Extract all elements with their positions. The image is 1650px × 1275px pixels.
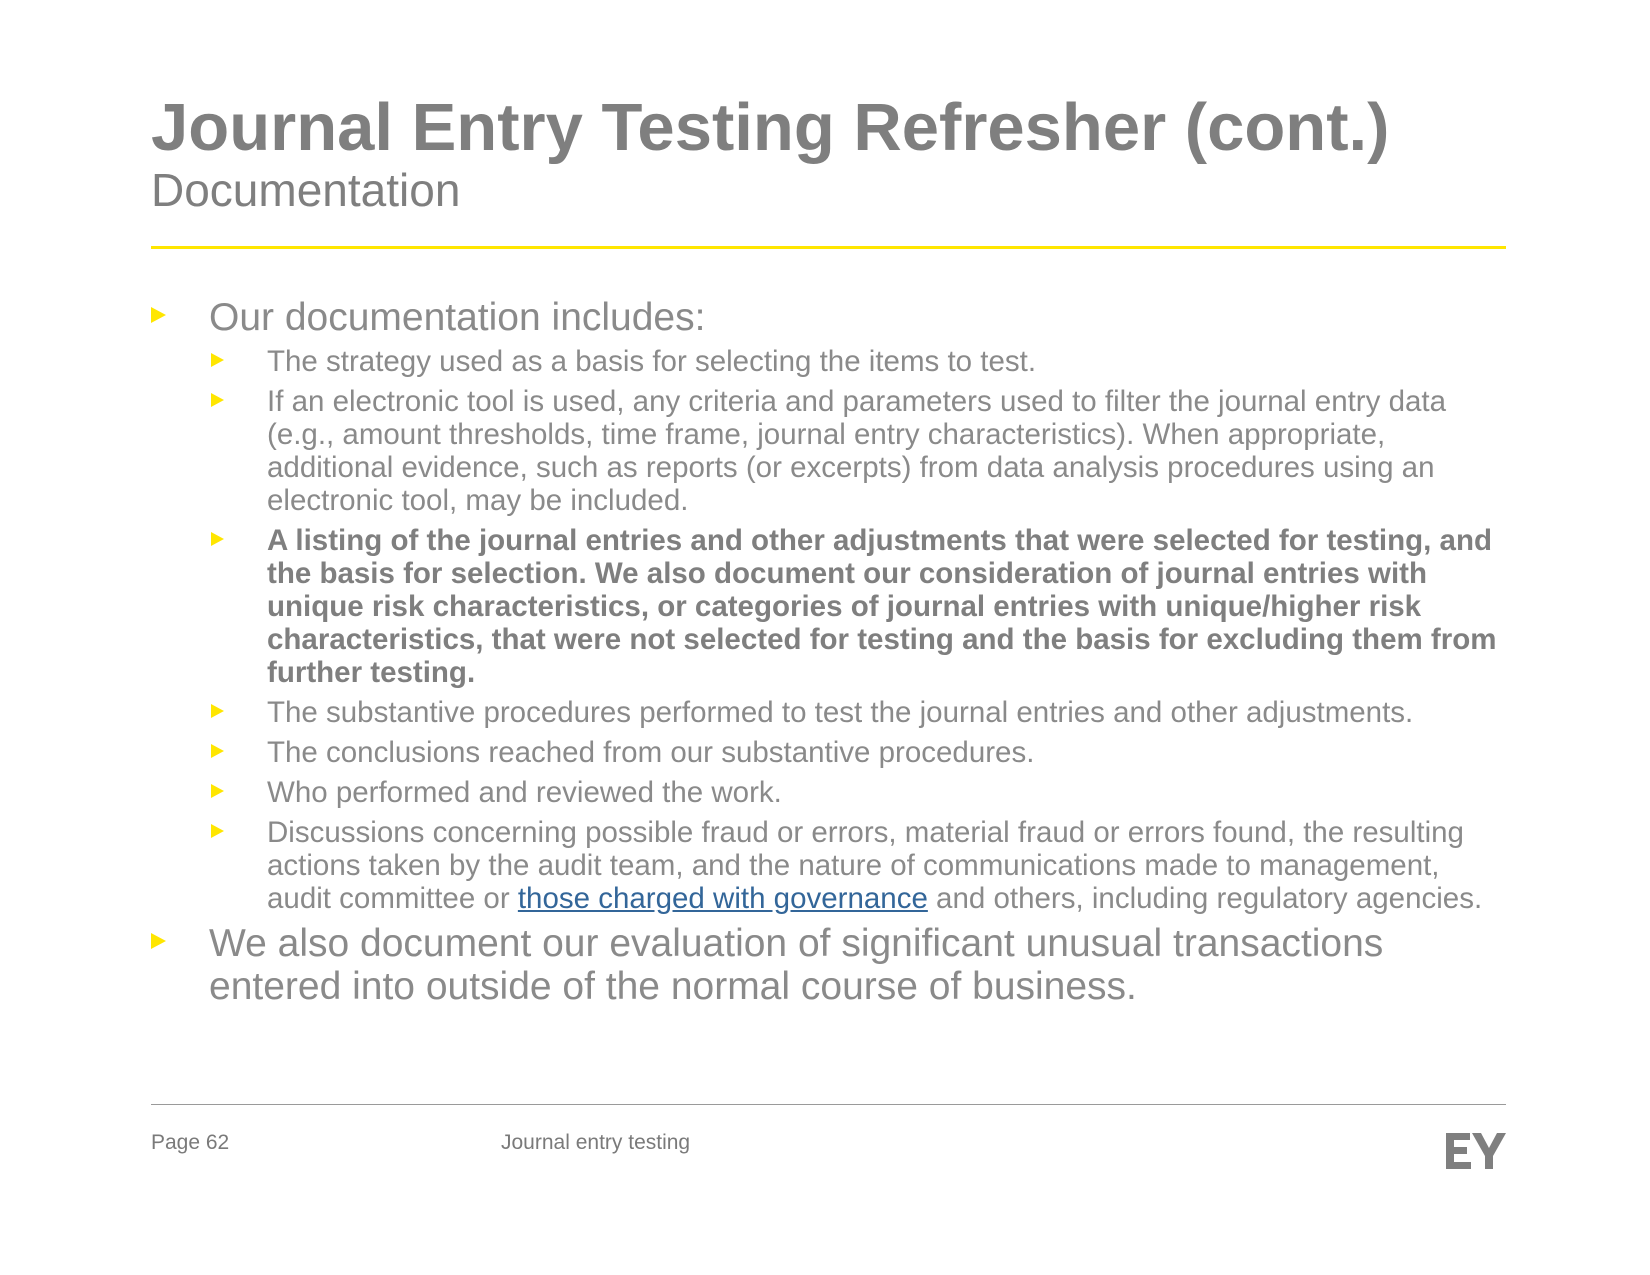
sub-bullet-text: The conclusions reached from our substantive procedures. [267, 736, 1035, 769]
sub-bullet-text-before: Discussions concerning possible fraud or errors, material fraud or errors found, the resulting actions taken by the audit team, and the nature of communications made to management, audit committee or [267, 816, 1464, 915]
page-number: Page 62 [151, 1131, 230, 1154]
bullet-closing [151, 922, 1506, 1008]
footer-topic: Journal entry testing [501, 1131, 691, 1154]
bullet-arrow-icon [151, 307, 166, 323]
title-divider [151, 246, 1506, 249]
bullet-intro-text: Our documentation includes: [209, 296, 706, 339]
sub-bullet-text: The substantive procedures performed to test the journal entries and other adjustments. [267, 696, 1414, 729]
sub-bullet-conclusions [151, 736, 1506, 769]
bullet-arrow-icon [211, 353, 224, 367]
governance-link[interactable]: those charged with governance [517, 882, 928, 915]
page-subtitle: Documentation [151, 164, 461, 216]
sub-bullet-text [267, 816, 1482, 915]
bullet-arrow-icon [211, 744, 224, 758]
bullet-arrow-icon [151, 933, 166, 949]
bullet-arrow-icon [211, 532, 224, 546]
ey-logo [1446, 1131, 1506, 1171]
bullet-intro [151, 296, 1506, 339]
bullet-arrow-icon [211, 704, 224, 718]
sub-bullet-performed-reviewed [151, 776, 1506, 809]
sub-bullet-listing [151, 524, 1506, 689]
sub-bullet-list [151, 345, 1506, 915]
sub-bullet-electronic-tool [151, 385, 1506, 517]
sub-bullet-strategy [151, 345, 1506, 378]
sub-bullet-discussions [151, 816, 1506, 915]
bullet-arrow-icon [211, 784, 224, 798]
bullet-arrow-icon [211, 393, 224, 407]
sub-bullet-substantive-procedures [151, 696, 1506, 729]
sub-bullet-text: If an electronic tool is used, any criteria and parameters used to filter the journal entry data (e.g., amount thresholds, time frame, journal entry characteristics). When appropriate, additional evidence, such as reports (or excerpts) from data analysis procedures using an electronic tool, may be included. [267, 385, 1446, 517]
bullet-arrow-icon [211, 824, 224, 838]
bullet-closing-text: We also document our evaluation of significant unusual transactions entered into outside of the normal course of business. [209, 922, 1384, 1008]
footer-divider [151, 1104, 1506, 1105]
sub-bullet-text: The strategy used as a basis for selecting the items to test. [267, 345, 1037, 378]
sub-bullet-text: Who performed and reviewed the work. [267, 776, 782, 809]
sub-bullet-text: A listing of the journal entries and other adjustments that were selected for testing, and the basis for selection. We also document our consideration of journal entries with unique risk characteristics, or categories of journal entries with unique/higher risk characteristics, that were not selected for testing and the basis for excluding them from further testing. [267, 524, 1497, 689]
page-title: Journal Entry Testing Refresher (cont.) [151, 90, 1390, 165]
sub-bullet-text-after: and others, including regulatory agencies. [927, 882, 1483, 915]
slide-body [151, 296, 1506, 1008]
